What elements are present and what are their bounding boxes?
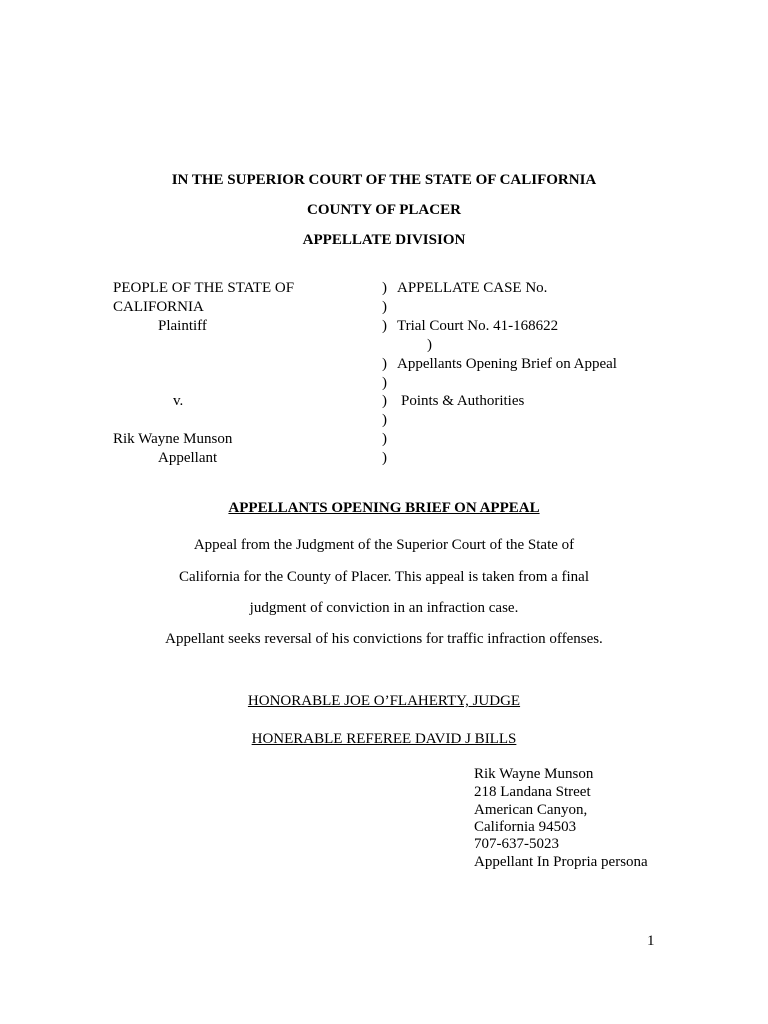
plaintiff-name-line-2: CALIFORNIA <box>113 299 204 315</box>
body-line-3: judgment of conviction in an infraction case. <box>249 600 519 616</box>
plaintiff-role: Plaintiff <box>158 318 207 334</box>
address-status: Appellant In Propria persona <box>474 854 648 870</box>
address-phone: 707-637-5023 <box>474 836 559 852</box>
caption-paren: ) <box>382 375 387 391</box>
caption-paren: ) <box>382 431 387 447</box>
trial-court-number: Trial Court No. 41-168622 <box>397 318 559 334</box>
caption-paren: ) <box>382 393 387 409</box>
address-street: 218 Landana Street <box>474 784 591 800</box>
caption-paren: ) <box>382 299 387 315</box>
brief-title: Appellants Opening Brief on Appeal <box>397 356 617 372</box>
page-number: 1 <box>647 933 655 949</box>
points-authorities: Points & Authorities <box>401 393 525 409</box>
judge-name: HONORABLE JOE O’FLAHERTY, JUDGE <box>247 693 521 709</box>
appellant-name: Rik Wayne Munson <box>113 431 233 447</box>
plaintiff-name-line-1: PEOPLE OF THE STATE OF <box>113 280 295 296</box>
court-heading-county: COUNTY OF PLACER <box>307 202 461 218</box>
caption-paren: ) <box>382 280 387 296</box>
body-line-4: Appellant seeks reversal of his convictions for traffic infraction offenses. <box>165 631 603 647</box>
address-name: Rik Wayne Munson <box>474 766 594 782</box>
address-state-zip: California 94503 <box>474 819 577 835</box>
brief-heading: APPELLANTS OPENING BRIEF ON APPEAL <box>228 500 540 516</box>
caption-paren: ) <box>382 412 387 428</box>
appellate-case-number: APPELLATE CASE No. <box>397 280 548 296</box>
referee-name: HONERABLE REFEREE DAVID J BILLS <box>251 731 517 747</box>
body-line-1: Appeal from the Judgment of the Superior Court of the State of <box>193 537 575 553</box>
address-city: American Canyon, <box>474 802 588 818</box>
versus-label: v. <box>173 393 184 409</box>
caption-paren: ) <box>382 450 387 466</box>
court-heading-division: APPELLATE DIVISION <box>302 232 466 248</box>
caption-paren: ) <box>427 337 432 353</box>
body-line-2: California for the County of Placer. This appeal is taken from a final <box>178 569 590 585</box>
court-heading-line-1: IN THE SUPERIOR COURT OF THE STATE OF CALIFORNIA <box>171 172 597 188</box>
caption-paren: ) <box>382 318 387 334</box>
caption-paren: ) <box>382 356 387 372</box>
appellant-role: Appellant <box>158 450 218 466</box>
